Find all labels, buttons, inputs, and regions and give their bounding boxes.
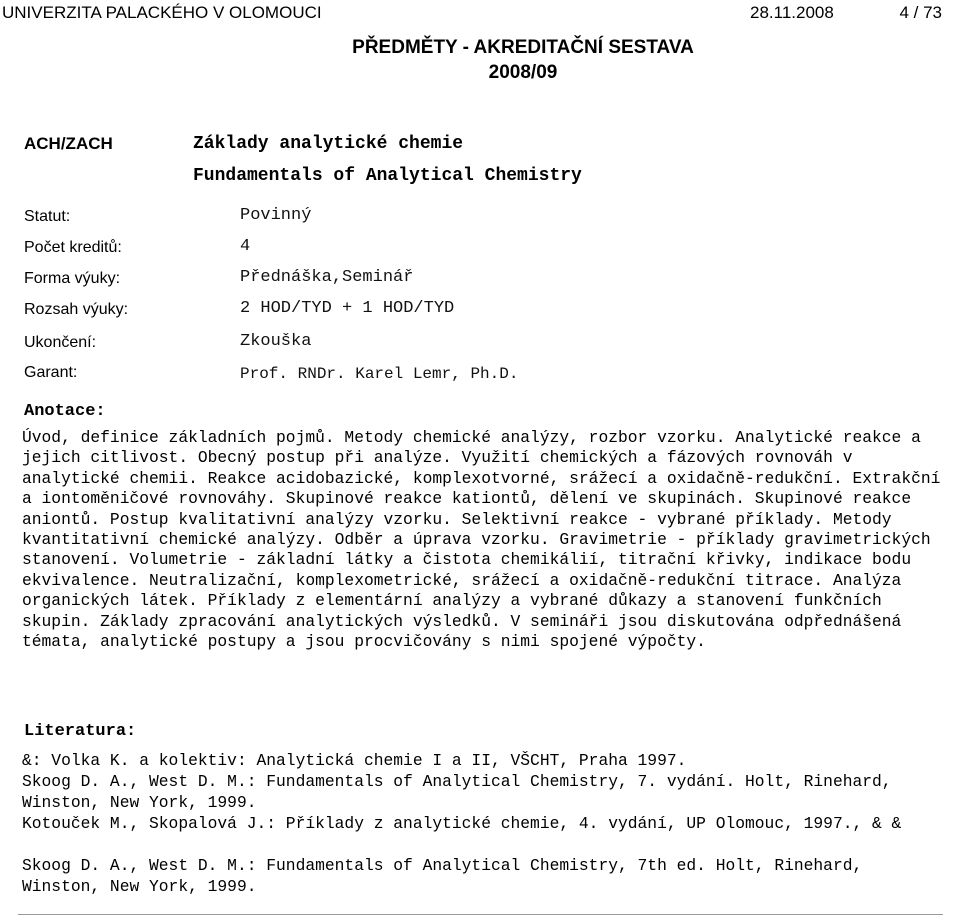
kredity-value: 4	[240, 237, 251, 256]
rozsah-label: Rozsah výuky:	[24, 301, 129, 318]
literature-item: Skoog D. A., West D. M.: Fundamentals of Analytical Chemistry, 7. vydání. Holt, Rinehard, Winston, New York, 1999.	[22, 772, 892, 812]
ukonceni-value: Zkouška	[240, 332, 312, 351]
ukonceni-label: Ukončení:	[24, 334, 97, 351]
report-title: PŘEDMĚTY - AKREDITAČNÍ SESTAVA	[352, 37, 694, 58]
garant-value: Prof. RNDr. Karel Lemr, Ph.D.	[240, 365, 519, 383]
academic-year: 2008/09	[488, 62, 558, 83]
literature-item: &: Volka K. a kolektiv: Analytická chemie I a II, VŠCHT, Praha 1997.	[22, 751, 687, 770]
forma-label: Forma výuky:	[24, 270, 121, 287]
kredity-label: Počet kreditů:	[24, 239, 122, 256]
annotation-heading: Anotace:	[24, 402, 106, 421]
page-number: 4 / 73	[899, 3, 942, 22]
literature-item: Kotouček M., Skopalová J.: Příklady z analytické chemie, 4. vydání, UP Olomouc, 1997., & &	[22, 814, 902, 833]
statut-value: Povinný	[240, 206, 312, 225]
literature-heading: Literatura:	[24, 722, 137, 741]
course-name-en: Fundamentals of Analytical Chemistry	[193, 166, 582, 186]
garant-label: Garant:	[24, 364, 78, 381]
course-code: ACH/ZACH	[24, 134, 113, 153]
university-name: UNIVERZITA PALACKÉHO V OLOMOUCI	[2, 3, 322, 22]
forma-value: Přednáška,Seminář	[240, 268, 414, 287]
bottom-divider	[18, 914, 943, 915]
page-header	[0, 3, 960, 27]
literature-item: Skoog D. A., West D. M.: Fundamentals of Analytical Chemistry, 7th ed. Holt, Rinehard, Winston, New York, 1999.	[22, 856, 863, 896]
report-date: 28.11.2008	[750, 3, 834, 22]
annotation-text: Úvod, definice základních pojmů. Metody chemické analýzy, rozbor vzorku. Analytické reakce a jejich citlivost. Obecný postup při analýze. Využití chemických a fázových rovnováh v analytické chemii. Reakce acidobazické, komplexotvorné, srážecí a oxidačně-redukční. Extrakční a iontoměničové rovnováhy. Skupinové reakce kationtů, dělení ve skupinách. Skupinové reakce aniontů. Postup kvalitativní analýzy vzorku. Selektivní reakce - vybrané příklady. Metody kvantitativní chemické analýzy. Odběr a úprava vzorku. Gravimetrie - příklady gravimetrických stanovení. Volumetrie - základní látky a čistota chemikálií, titrační křivky, indikace bodu ekvivalence. Neutralizační, komplexometrické, srážecí a oxidačně-redukční titrace. Analýza organických látek. Příklady z elementární analýzy a vybrané důkazy a stanovení funkčních skupin. Základy zpracování analytických výsledků. V semináři jsou diskutována odpřednášená témata, analytické postupy a jsou procvičovány s nimi spojené výpočty.	[22, 428, 941, 652]
course-name-cz: Základy analytické chemie	[193, 134, 464, 154]
rozsah-value: 2 HOD/TYD + 1 HOD/TYD	[240, 299, 455, 318]
statut-label: Statut:	[24, 208, 71, 225]
